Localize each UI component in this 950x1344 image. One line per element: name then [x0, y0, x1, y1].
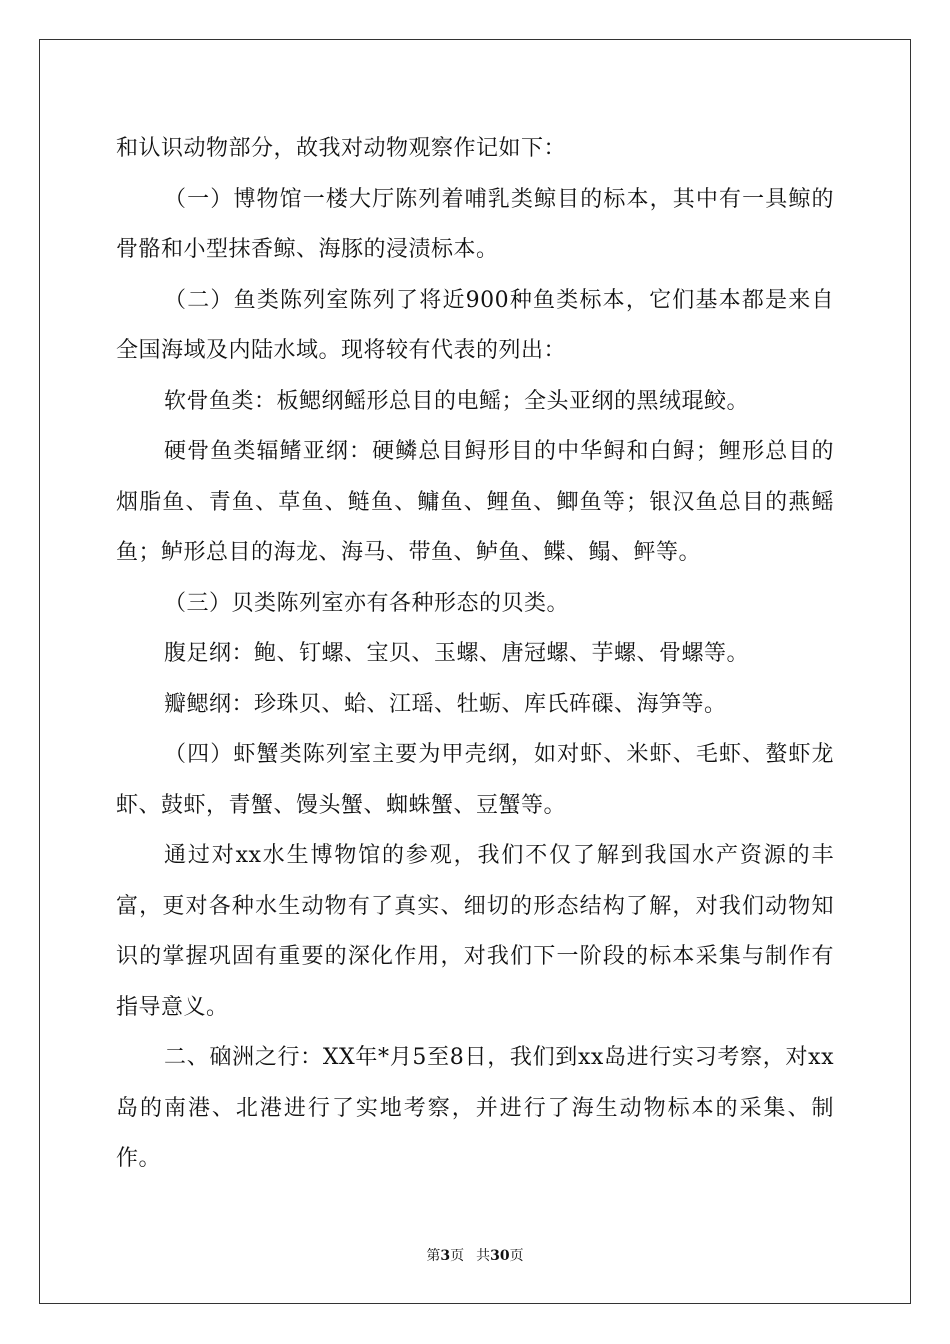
paragraph-4: 硬骨鱼类辐鳍亚纲：硬鳞总目鲟形目的中华鲟和白鲟；鲤形总目的烟脂鱼、青鱼、草鱼、鲢鱼、鳙鱼、鲤鱼、鲫鱼等；银汉鱼总目的燕鳐鱼；鲈形总目的海龙、海马、带鱼、鲈鱼、鲽、鳎、鲆等。 [116, 439, 834, 565]
document-body [116, 124, 834, 1185]
paragraph-9: 通过对xx水生博物馆的参观，我们不仅了解到我国水产资源的丰富，更对各种水生动物有了真实、细切的形态结构了解，对我们动物知识的掌握巩固有重要的深化作用，对我们下一阶段的标本采集与制作有指导意义。 [116, 843, 834, 1020]
paragraph-8: （四）虾蟹类陈列室主要为甲壳纲，如对虾、米虾、毛虾、螯虾龙虾、鼓虾，青蟹、馒头蟹、蜘蛛蟹、豆蟹等。 [116, 742, 834, 818]
paragraph-7: 瓣鳃纲：珍珠贝、蛤、江瑶、牡蛎、库氏砗磲、海笋等。 [164, 691, 727, 717]
page-footer [0, 1246, 950, 1266]
paragraph-10: 二、硇洲之行：XX年*月5至8日，我们到xx岛进行实习考察，对xx岛的南港、北港进行了实地考察，并进行了海生动物标本的采集、制作。 [116, 1045, 834, 1171]
page-suffix: 页 [450, 1248, 465, 1264]
paragraph-2: （二）鱼类陈列室陈列了将近900种鱼类标本，它们基本都是来自全国海域及内陆水域。现将较有代表的列出： [116, 287, 834, 363]
total-page-count: 30 [490, 1248, 510, 1264]
paragraph-5: （三）贝类陈列室亦有各种形态的贝类。 [164, 590, 570, 616]
current-page-number: 3 [440, 1248, 451, 1264]
paragraph-3: 软骨鱼类：板鳃纲鳐形总目的电鳐；全头亚纲的黑绒琨鲛。 [164, 388, 750, 414]
paragraph-0: 和认识动物部分，故我对动物观察作记如下： [116, 136, 567, 161]
page-prefix: 第 [426, 1248, 441, 1264]
paragraph-6: 腹足纲：鲍、钉螺、宝贝、玉螺、唐冠螺、芋螺、骨螺等。 [164, 641, 750, 666]
paragraph-1: （一）博物馆一楼大厅陈列着哺乳类鲸目的标本，其中有一具鲸的骨骼和小型抹香鲸、海豚的浸渍标本。 [116, 186, 834, 262]
total-suffix: 页 [509, 1248, 524, 1264]
total-prefix: 共 [476, 1248, 491, 1264]
